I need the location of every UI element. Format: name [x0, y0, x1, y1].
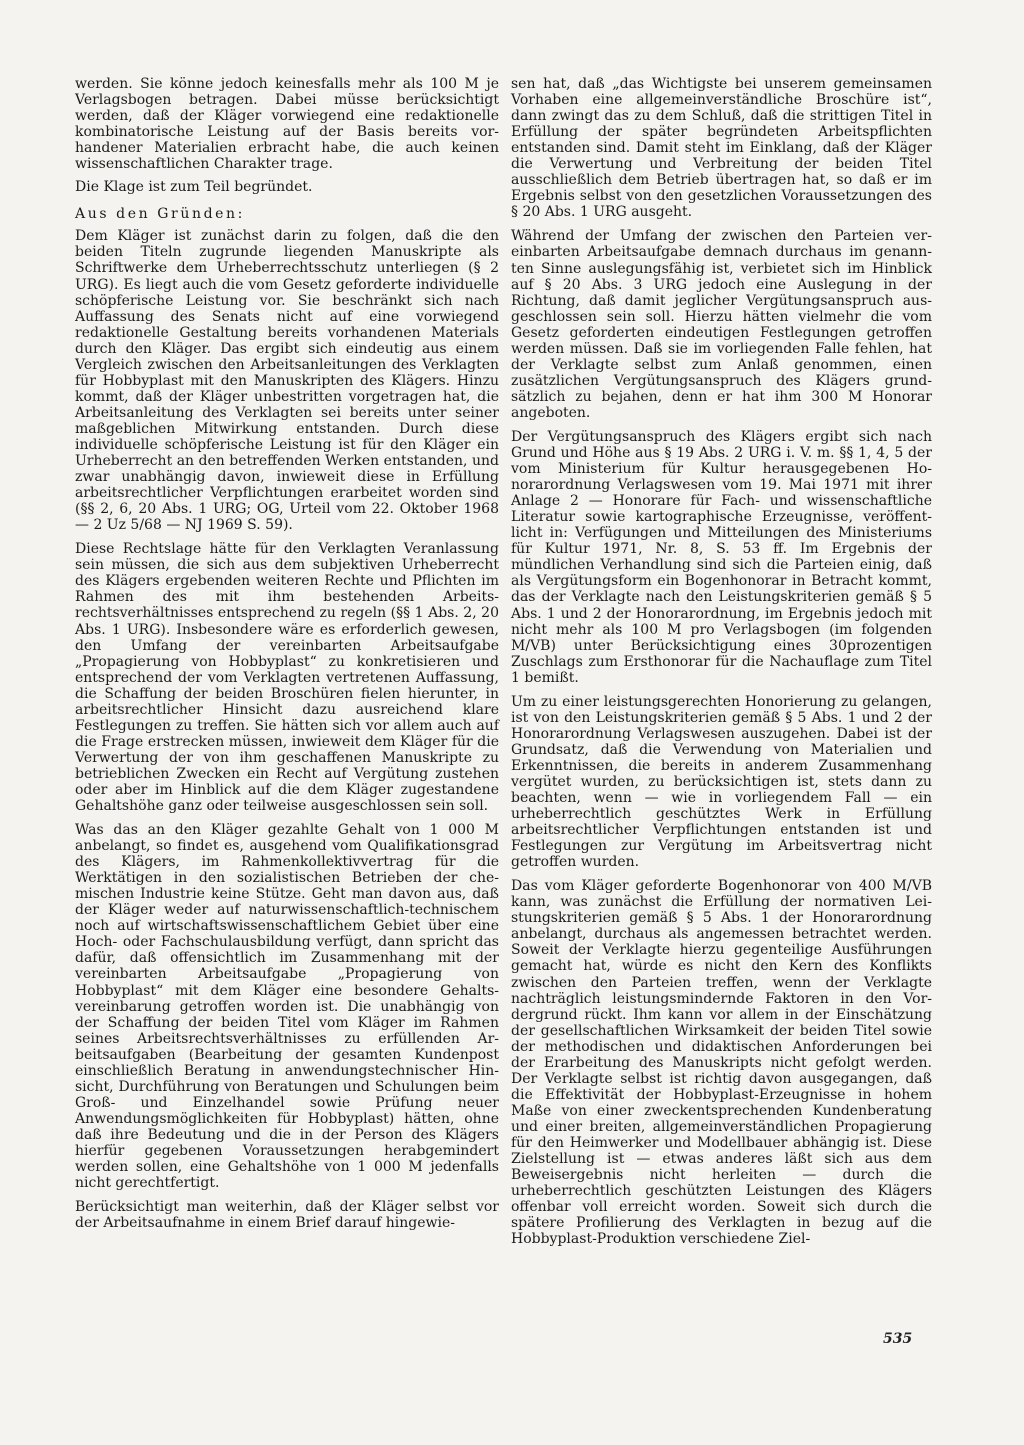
paragraph: Während der Umfang der zwischen den Parteien vereinbarten Arbeitsaufgabe demnach durchaus im genannten Sinne auslegungsfähig ist, verbietet sich im Hinblick auf § 20 Abs. 3 URG jedoch eine Auslegung in der Richtung, daß damit jeglicher Vergütungsanspruch ausgeschlossen sein soll. Hierzu hätten vielmehr die vom Gesetz geforderten eindeutigen Festlegungen getroffen werden müssen. Daß sie im vorliegenden Falle fehlen, hat der Verklagte selbst zum Anlaß genommen, einen zusätzlichen Vergütungsanspruch des Klägers grundsätzlich zu bejahen, denn er hat ihm 300 M Honorar angeboten. [511, 228, 932, 421]
paragraph: Die Klage ist zum Teil begründet. [75, 179, 313, 196]
paragraph: Dem Kläger ist zunächst darin zu folgen, daß die den beiden Titeln zugrunde liegenden Manuskripte als Schriftwerke dem Urheberrechtsschutz unterliegen (§ 2 URG). Es liegt auch die vom Gesetz geforderte individuelle schöpferische Leistung vor. Sie beschränkt sich nach Auffassung des Senats nicht auf eine vorwiegend redaktionelle Gestaltung bereits vorhandenen Materials durch den Kläger. Das ergibt sich eindeutig aus einem Vergleich zwischen den Arbeitsanleitungen des Verklagten für Hobbyplast mit den Manuskripten des Klägers. Hinzu kommt, daß der Kläger unbestritten vorgetragen hat, die Arbeitsanleitung des Verklagten sei bereits unter seiner maßgeblichen Mitwirkung entstanden. Durch diese individuelle schöpferische Leistung ist für den Kläger ein Urheberrecht an den betreffenden Werken entstanden, und zwar unabhängig davon, inwieweit diese in Erfüllung arbeitsrechtlicher Verpflichtungen erarbeitet worden sind (§§ 2, 6, 20 Abs. 1 URG; OG, Urteil vom 22. Oktober 1968 — 2 Uz 5/68 — NJ 1969 S. 59). [75, 228, 499, 534]
paragraph: Um zu einer leistungsgerechten Honorierung zu gelangen, ist von den Leistungskriterien gemäß § 5 Abs. 1 und 2 der Honorarordnung Verlagswesen auszugehen. Dabei ist der Grundsatz, daß die Verwendung von Materialien und Erkenntnissen, die bereits in anderem Zusammenhang vergütet wurden, zu berücksichtigen ist, stets dann zu beachten, wenn — wie in vorliegendem Fall — ein urheberrechtlich geschütztes Werk in Erfüllung arbeitsrechtlicher Verpflichtungen entstanden ist und Festlegungen zur Vergütung im Arbeitsvertrag nicht getroffen wurden. [511, 693, 932, 871]
page-number: 535 [883, 1331, 913, 1347]
section-heading: Aus den Gründen: [75, 206, 245, 223]
paragraph: sen hat, daß „das Wichtigste bei unserem gemeinsamen Vorhaben eine allgemeinverständliche Broschüre ist“, dann zwingt das zu dem Schluß, daß die strittigen Titel in Erfüllung der später begründeten Arbeitspflichten entstanden sind. Damit steht im Einklang, daß der Kläger die Verwertung und Verbreitung der beiden Titel ausschließlich dem Betrieb übertragen hat, so daß er im Ergebnis selbst von den gesetzlichen Voraussetzungen des § 20 Abs. 1 URG ausgeht. [511, 76, 932, 221]
paragraph: Was das an den Kläger gezahlte Gehalt von 1 000 M anbelangt, so findet es, ausgehend vom Qualifikationsgrad des Klägers, im Rahmenkollektivvertrag für die Werktätigen in den sozialistischen Betrieben der chemischen Industrie keine Stütze. Geht man davon aus, daß der Kläger weder auf naturwissenschaftlich-technischem noch auf wirtschaftswissenschaftlichem Gebiet über eine Hoch- oder Fachschulausbildung verfügt, dann spricht das dafür, daß offensichtlich im Zusammenhang mit der vereinbarten Arbeitsaufgabe „Propagierung von Hobbyplast“ mit dem Kläger eine besondere Gehaltsvereinbarung getroffen worden ist. Die unabhängig von der Schaffung der beiden Titel vom Kläger im Rahmen seines Arbeitsrechtsverhältnisses zu erfüllenden Arbeitsaufgaben (Bearbeitung der gesamten Kundenpost einschließlich Beratung in anwendungstechnischer Hinsicht, Durchführung von Beratungen und Schulungen beim Groß- und Einzelhandel sowie Prüfung neuer Anwendungsmöglichkeiten für Hobbyplast) hätten, ohne daß ihre Bedeutung und die in der Person des Klägers hierfür gegebenen Voraussetzungen herabgemindert werden sollen, eine Gehaltshöhe von 1 000 M jedenfalls nicht gerechtfertigt. [75, 822, 499, 1192]
paragraph: werden. Sie könne jedoch keinesfalls mehr als 100 M je Verlagsbogen betragen. Dabei müsse berücksichtigt werden, daß der Kläger vorwiegend eine redaktionelle kombinatorische Leistung auf der Basis bereits vorhandener Materialien erbracht habe, die auch keinen wissenschaftlichen Charakter trage. [75, 76, 499, 173]
paragraph: Diese Rechtslage hätte für den Verklagten Veranlassung sein müssen, die sich aus dem subjektiven Urheberrecht des Klägers ergebenden weiteren Rechte und Pflichten im Rahmen des mit ihm bestehenden Arbeitsrechtsverhältnisses entsprechend zu regeln (§§ 1 Abs. 2, 20 Abs. 1 URG). Insbesondere wäre es erforderlich gewesen, den Umfang der vereinbarten Arbeitsaufgabe „Propagierung von Hobbyplast“ zu konkretisieren und entsprechend der vom Verklagten vertretenen Auffassung, die Schaffung der beiden Broschüren fielen hierunter, in arbeitsrechtlicher Hinsicht dazu ausreichend klare Festlegungen zu treffen. Sie hätten sich vor allem auch auf die Frage erstrecken müssen, inwieweit dem Kläger für die Verwertung der von ihm geschaffenen Manuskripte zu betrieblichen Zwecken ein Recht auf Vergütung zustehen oder aber im Hinblick auf die dem Kläger zugestandene Gehaltshöhe ganz oder teilweise ausgeschlossen sein soll. [75, 541, 499, 815]
paragraph: Berücksichtigt man weiterhin, daß der Kläger selbst vor der Arbeitsaufnahme in einem Brief darauf hingewie- [75, 1199, 499, 1232]
paragraph: Das vom Kläger geforderte Bogenhonorar von 400 M/VB kann, was zunächst die Erfüllung der normativen Leistungskriterien gemäß § 5 Abs. 1 der Honorarordnung anbelangt, durchaus als angemessen betrachtet werden. Soweit der Verklagte hierzu gegenteilige Ausführungen gemacht hat, würde es nicht den Kern des Konflikts zwischen den Parteien treffen, wenn der Verklagte nachträglich leistungsmindernde Faktoren in den Vordergrund rückt. Ihm kann vor allem in der Einschätzung der gesellschaftlichen Wirksamkeit der beiden Titel sowie der methodischen und didaktischen Anforderungen bei der Erarbeitung des Manuskripts nicht gefolgt werden. Der Verklagte selbst ist richtig davon ausgegangen, daß die Effektivität der Hobbyplast-Erzeugnisse in hohem Maße von einer zweckentsprechenden Kundenberatung und einer breiten, allgemeinverständlichen Propagierung für den Heimwerker und Modellbauer abhängig ist. Diese Zielstellung ist — etwas anderes läßt sich aus dem Beweisergebnis nicht herleiten — durch die urheberrechtlich geschützten Leistungen des Klägers offenbar voll erreicht worden. Soweit sich durch die spätere Profilierung des Verklagten in bezug auf die Hobbyplast-Produktion verschiedene Ziel- [511, 878, 932, 1248]
paragraph: Der Vergütungsanspruch des Klägers ergibt sich nach Grund und Höhe aus § 19 Abs. 2 URG i. V. m. §§ 1, 4, 5 der vom Ministerium für Kultur herausgegebenen Honorarordnung Verlagswesen vom 19. Mai 1971 mit ihrer Anlage 2 — Honorare für Fach- und wissenschaftliche Literatur sowie kartographische Erzeugnisse, veröffentlicht in: Verfügungen und Mitteilungen des Ministeriums für Kultur 1971, Nr. 8, S. 53 ff. Im Ergebnis der mündlichen Verhandlung sind sich die Parteien einig, daß als Vergütungsform ein Bogenhonorar in Betracht kommt, das der Verklagte nach den Leistungskriterien gemäß § 5 Abs. 1 und 2 der Honorarordnung, im Ergebnis jedoch mit nicht mehr als 100 M pro Verlagsbogen (im folgenden M/VB) unter Berücksichtigung eines 30prozentigen Zuschlags zum Ersthonorar für die Nachauflage zum Titel 1 bemißt. [511, 428, 932, 686]
left-column [75, 76, 499, 1239]
right-column [511, 76, 932, 1255]
